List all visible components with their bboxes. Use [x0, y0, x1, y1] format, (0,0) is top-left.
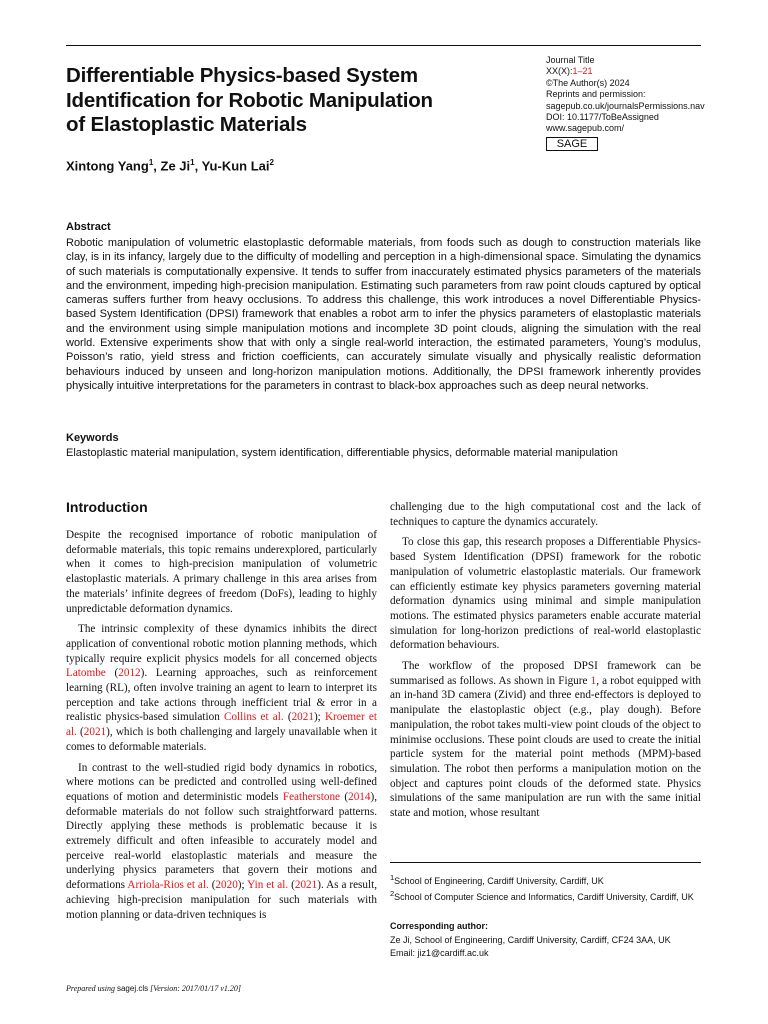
figure-link[interactable]: 1: [590, 674, 597, 687]
corresponding-author-address: Ze Ji, School of Engineering, Cardiff University, Cardiff, CF24 3AA, UK: [390, 935, 671, 945]
author-list: Xintong Yang$^1$, Ze Ji$^1$, Yu-Kun Lai$^2$: [66, 158, 274, 174]
corresponding-author-email: Email: jiz1@cardiff.ac.uk: [390, 948, 489, 958]
citation-link[interactable]: Latombe: [66, 667, 106, 680]
citation-link[interactable]: 2014: [348, 790, 371, 803]
affiliation-mark: 1: [190, 158, 195, 167]
permissions-url: sagepub.co.uk/journalsPermissions.nav: [546, 100, 705, 111]
paragraph: In contrast to the well-studied rigid body dynamics in robotics, where motions can be predicted and controlled using well-defined equations of motion and deterministic models Featherstone (2014), deformable materials do not follow such straightforward patterns. Directly applying these methods is problematic because it is extremely difficult and often infeasible to accurately model and perceive real-world elastoplastic materials and measure the underlying physics parameters that govern their motions and deformations Arriola-Rios et al. (2020); Yin et al. (2021). As a result, achieving high-precision manipulation for such materials with motion planning or data-driven techniques is: [66, 761, 377, 921]
paper-title: Differentiable Physics-based System Identification for Robotic Manipulation of Elastoplastic Materials: [66, 64, 433, 136]
prepared-using-footer: Prepared using sagej.cls [Version: 2017/01/17 v1.20]: [66, 984, 241, 993]
journal-info: [546, 55, 705, 151]
doi: DOI: 10.1177/ToBeAssigned: [546, 112, 659, 123]
sage-badge: SAGE: [546, 137, 598, 151]
paragraph: The intrinsic complexity of these dynamics inhibits the direct application of conventional robotic motion planning methods, which typically require explicit physics models for all concerned objects Latombe (2012). Learning approaches, such as reinforcement learning (RL), often involve training an agent to learn to interpret its perception and take actions through inefficient trial & error in a realistic physics-based simulation Collins et al. (2021); Kroemer et al. (2021), which is both challenging and largely unavailable when it comes to deformable materials.: [66, 623, 377, 753]
abstract-body: Robotic manipulation of volumetric elastoplastic deformable materials, from foods such as dough to construction materials like clay, is in its infancy, largely due to the difficulty of modelling and perception in a high-dimensional space. Simulating the dynamics of such materials is computationally expensive. It tends to suffer from inaccurately estimated physics parameters of the materials and the environment, impeding high-precision manipulation. Estimating such parameters from raw point clouds captured by optical cameras suffers further from heavy occlusions. To address this challenge, this work introduces a novel Differentiable Physics-based System Identification (DPSI) framework that enables a robot arm to infer the physics parameters of elastoplastic materials and the environment using simple manipulation motions and incomplete 3D point clouds, aligning the simulation with the real world. Extensive experiments show that with only a single real-world interaction, the estimated parameters, Young’s modulus, Poisson’s ratio, yield stress and friction coefficients, can accurately simulate visually and physically realistic deformation behaviours induced by unseen and long-horizon manipulation motions. Additionally, the DPSI framework inherently provides physically intuitive interpretations for the parameters in contrast to black-box approaches such as deep neural networks.: [66, 237, 701, 392]
citation-link[interactable]: 2020: [215, 879, 238, 892]
author-name: Yu-Kun Lai: [201, 158, 270, 174]
keywords-heading: Keywords: [66, 432, 119, 444]
footnote-2: $^2$School of Computer Science and Informatics, Cardiff University, Cardiff, UK: [390, 888, 694, 902]
corresponding-author-info: [390, 934, 701, 960]
author-name: Xintong Yang: [66, 158, 149, 174]
citation-link[interactable]: 2021: [83, 726, 107, 739]
corresponding-author-heading: Corresponding author:: [390, 921, 488, 931]
top-rule: [66, 45, 701, 46]
reprints: Reprints and permission:: [546, 89, 646, 100]
website: www.sagepub.com/: [546, 123, 625, 134]
paragraph: Despite the recognised importance of robotic manipulation of deformable materials, this topic remains underexplored, particularly when it comes to high-precision manipulation of volumetric elastoplastic materials. A primary challenge in this area arises from the materials’ infinite degrees of freedom (DoFs), leading to highly unpredictable deformation dynamics.: [66, 529, 377, 615]
journal-title: Journal Title: [546, 55, 595, 65]
keywords-body: Elastoplastic material manipulation, system identification, differentiable physics, deformable material manipulation: [66, 447, 618, 459]
author-name: Ze Ji: [160, 158, 191, 174]
footnote-1: $^1$School of Engineering, Cardiff University, Cardiff, UK: [390, 873, 604, 886]
volume-line: XX(X):1–21: [546, 66, 593, 77]
affiliation-footnotes: [390, 872, 701, 903]
citation-link[interactable]: Yin et al.: [247, 879, 289, 892]
citation-link[interactable]: 2021: [291, 711, 314, 724]
left-column: [66, 528, 377, 928]
paragraph: To close this gap, this research proposes a Differentiable Physics-based System Identification (DPSI) framework for the robotic manipulation of volumetric elastoplastic materials. Our framework can efficiently estimate key physics parameters governing material deformation dynamics using minimal and simple manipulation motions. The estimated physics parameters enable accurate material simulation for long-horizon predictions of real-world elastoplastic deformation behaviours.: [390, 536, 701, 652]
introduction-heading: Introduction: [66, 499, 148, 515]
class-file-name: sagej.cls: [116, 984, 149, 993]
paragraph: The workflow of the proposed DPSI framework can be summarised as follows. As shown in Figure 1, a robot equipped with an in-hand 3D camera (Zivid) and three end-effectors is deployed to manipulate the elastoplastic object (e.g., play dough). Before manipulation, the robot takes multi-view point clouds of the object to minimise occlusions. These point clouds are used to create the initial particle system for the material point methods (MPM)-based simulation. The robot then performs a manipulation motion on the object and captures point clouds of the deformed state. Physics simulations of the same manipulation are run with the same initial state and motion, whose resultant: [390, 660, 702, 820]
citation-link[interactable]: Collins et al.: [223, 711, 284, 724]
affiliation-mark: 1: [148, 158, 154, 167]
citation-link[interactable]: Kroemer et al.: [66, 711, 377, 739]
right-column: [390, 500, 701, 827]
paragraph: challenging due to the high computational cost and the lack of techniques to capture the dynamics accurately.: [390, 501, 701, 528]
footnote-rule: [390, 862, 701, 863]
abstract-heading: Abstract: [66, 221, 111, 233]
citation-link[interactable]: Arriola-Rios et al.: [127, 879, 209, 892]
volume-pages-link[interactable]: 1–21: [572, 66, 593, 77]
citation-link[interactable]: 2021: [294, 879, 318, 892]
citation-link[interactable]: 2012: [118, 667, 141, 680]
citation-link[interactable]: Featherstone: [282, 790, 341, 803]
copyright: ©The Author(s) 2024: [546, 77, 630, 88]
affiliation-mark: 2: [269, 158, 274, 167]
